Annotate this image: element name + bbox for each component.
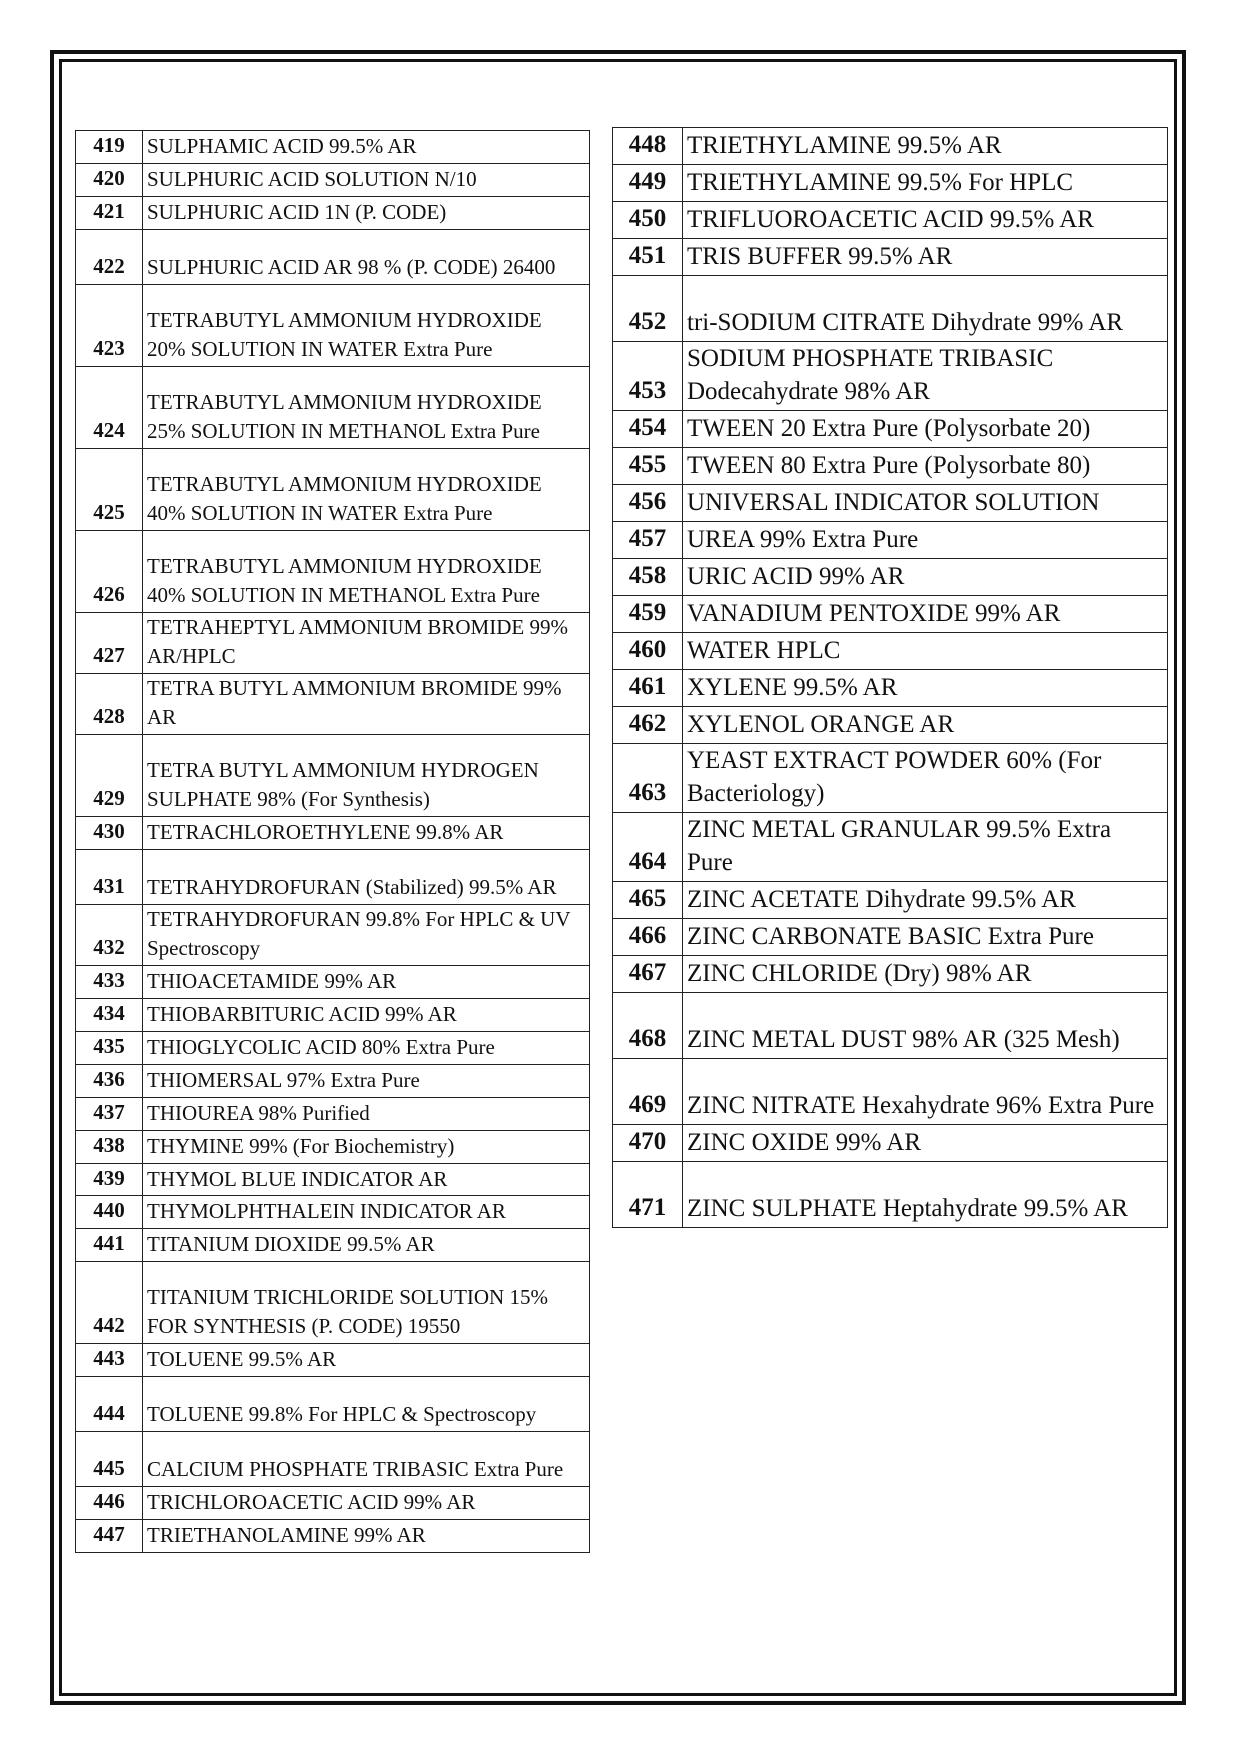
table-row [76, 1520, 590, 1553]
item-description: TRIFLUOROACETIC ACID 99.5% AR [683, 202, 1168, 239]
product-table-right-body [613, 128, 1168, 1228]
table-row [613, 1162, 1168, 1228]
table-row [613, 342, 1168, 411]
item-description: URIC ACID 99% AR [683, 559, 1168, 596]
item-description: ZINC METAL DUST 98% AR (325 Mesh) [683, 993, 1168, 1059]
item-number: 460 [613, 633, 683, 670]
table-row [76, 1097, 590, 1130]
item-number: 453 [613, 342, 683, 411]
item-number: 471 [613, 1162, 683, 1228]
table-row [76, 196, 590, 229]
item-number: 438 [76, 1130, 143, 1163]
table-row [613, 956, 1168, 993]
item-number: 430 [76, 816, 143, 849]
item-description: THYMINE 99% (For Biochemistry) [143, 1130, 590, 1163]
table-row [76, 284, 590, 366]
item-number: 447 [76, 1520, 143, 1553]
item-number: 452 [613, 276, 683, 342]
item-number: 448 [613, 128, 683, 165]
item-description: THIOACETAMIDE 99% AR [143, 965, 590, 998]
table-row [613, 596, 1168, 633]
item-description: VANADIUM PENTOXIDE 99% AR [683, 596, 1168, 633]
item-number: 443 [76, 1344, 143, 1377]
item-number: 441 [76, 1229, 143, 1262]
table-row [76, 904, 590, 965]
item-description: TETRABUTYL AMMONIUM HYDROXIDE 20% SOLUTION IN WATER Extra Pure [143, 284, 590, 366]
item-description: TITANIUM TRICHLORIDE SOLUTION 15% FOR SYNTHESIS (P. CODE) 19550 [143, 1262, 590, 1344]
item-description: UREA 99% Extra Pure [683, 522, 1168, 559]
item-description: TETRA BUTYL AMMONIUM BROMIDE 99% AR [143, 673, 590, 734]
item-description: ZINC SULPHATE Heptahydrate 99.5% AR [683, 1162, 1168, 1228]
item-number: 457 [613, 522, 683, 559]
item-description: TETRACHLOROETHYLENE 99.8% AR [143, 816, 590, 849]
product-table-left-body [76, 131, 590, 1553]
item-number: 455 [613, 448, 683, 485]
table-row [613, 239, 1168, 276]
item-description: SULPHURIC ACID 1N (P. CODE) [143, 196, 590, 229]
item-description: THYMOLPHTHALEIN INDICATOR AR [143, 1196, 590, 1229]
item-number: 462 [613, 707, 683, 744]
item-number: 429 [76, 734, 143, 816]
table-row [613, 485, 1168, 522]
item-number: 467 [613, 956, 683, 993]
table-row [613, 1125, 1168, 1162]
item-description: TETRAHEPTYL AMMONIUM BROMIDE 99% AR/HPLC [143, 612, 590, 673]
table-row [613, 670, 1168, 707]
item-description: THIOMERSAL 97% Extra Pure [143, 1064, 590, 1097]
item-number: 464 [613, 813, 683, 882]
item-description: TETRAHYDROFURAN 99.8% For HPLC & UV Spectroscopy [143, 904, 590, 965]
table-row [76, 530, 590, 612]
table-row [613, 202, 1168, 239]
item-number: 445 [76, 1432, 143, 1487]
item-description: SODIUM PHOSPHATE TRIBASIC Dodecahydrate 98% AR [683, 342, 1168, 411]
table-row [76, 612, 590, 673]
item-description: TWEEN 20 Extra Pure (Polysorbate 20) [683, 411, 1168, 448]
table-row [76, 1064, 590, 1097]
item-description: THIOBARBITURIC ACID 99% AR [143, 998, 590, 1031]
table-row [76, 965, 590, 998]
table-row [76, 1487, 590, 1520]
table-row [613, 276, 1168, 342]
table-row [76, 849, 590, 904]
product-table-right [612, 127, 1168, 1228]
item-description: ZINC METAL GRANULAR 99.5% Extra Pure [683, 813, 1168, 882]
table-row [613, 522, 1168, 559]
item-number: 419 [76, 131, 143, 164]
table-row [613, 128, 1168, 165]
item-description: TRIETHANOLAMINE 99% AR [143, 1520, 590, 1553]
table-row [613, 707, 1168, 744]
item-number: 424 [76, 366, 143, 448]
table-row [76, 1196, 590, 1229]
table-row [76, 1377, 590, 1432]
item-description: WATER HPLC [683, 633, 1168, 670]
item-number: 434 [76, 998, 143, 1031]
item-number: 469 [613, 1059, 683, 1125]
table-row [613, 1059, 1168, 1125]
item-description: TOLUENE 99.8% For HPLC & Spectroscopy [143, 1377, 590, 1432]
item-number: 420 [76, 163, 143, 196]
item-number: 423 [76, 284, 143, 366]
item-number: 458 [613, 559, 683, 596]
item-description: TRIETHYLAMINE 99.5% AR [683, 128, 1168, 165]
table-row [613, 559, 1168, 596]
item-description: SULPHURIC ACID AR 98 % (P. CODE) 26400 [143, 229, 590, 284]
table-row [76, 448, 590, 530]
item-description: TWEEN 80 Extra Pure (Polysorbate 80) [683, 448, 1168, 485]
item-description: ZINC CHLORIDE (Dry) 98% AR [683, 956, 1168, 993]
item-description: ZINC ACETATE Dihydrate 99.5% AR [683, 882, 1168, 919]
item-number: 439 [76, 1163, 143, 1196]
item-number: 465 [613, 882, 683, 919]
item-description: XYLENE 99.5% AR [683, 670, 1168, 707]
item-description: TOLUENE 99.5% AR [143, 1344, 590, 1377]
item-description: UNIVERSAL INDICATOR SOLUTION [683, 485, 1168, 522]
item-number: 463 [613, 744, 683, 813]
item-number: 459 [613, 596, 683, 633]
item-description: tri-SODIUM CITRATE Dihydrate 99% AR [683, 276, 1168, 342]
table-row [76, 1432, 590, 1487]
item-description: SULPHAMIC ACID 99.5% AR [143, 131, 590, 164]
item-number: 454 [613, 411, 683, 448]
item-description: YEAST EXTRACT POWDER 60% (For Bacteriology) [683, 744, 1168, 813]
item-number: 436 [76, 1064, 143, 1097]
item-description: TRIETHYLAMINE 99.5% For HPLC [683, 165, 1168, 202]
item-description: TETRABUTYL AMMONIUM HYDROXIDE 40% SOLUTION IN METHANOL Extra Pure [143, 530, 590, 612]
item-number: 433 [76, 965, 143, 998]
item-description: XYLENOL ORANGE AR [683, 707, 1168, 744]
item-description: SULPHURIC ACID SOLUTION N/10 [143, 163, 590, 196]
table-row [76, 163, 590, 196]
item-number: 437 [76, 1097, 143, 1130]
item-description: TETRA BUTYL AMMONIUM HYDROGEN SULPHATE 98% (For Synthesis) [143, 734, 590, 816]
item-number: 442 [76, 1262, 143, 1344]
item-number: 440 [76, 1196, 143, 1229]
table-row [613, 744, 1168, 813]
item-number: 444 [76, 1377, 143, 1432]
item-number: 432 [76, 904, 143, 965]
table-row [613, 919, 1168, 956]
item-description: THIOUREA 98% Purified [143, 1097, 590, 1130]
table-row [76, 998, 590, 1031]
item-number: 446 [76, 1487, 143, 1520]
item-number: 449 [613, 165, 683, 202]
item-number: 468 [613, 993, 683, 1059]
table-row [613, 633, 1168, 670]
table-row [76, 816, 590, 849]
item-description: ZINC NITRATE Hexahydrate 96% Extra Pure [683, 1059, 1168, 1125]
item-number: 466 [613, 919, 683, 956]
item-description: TRIS BUFFER 99.5% AR [683, 239, 1168, 276]
item-number: 421 [76, 196, 143, 229]
table-row [76, 366, 590, 448]
item-description: CALCIUM PHOSPHATE TRIBASIC Extra Pure [143, 1432, 590, 1487]
item-number: 427 [76, 612, 143, 673]
item-description: TRICHLOROACETIC ACID 99% AR [143, 1487, 590, 1520]
item-description: TETRABUTYL AMMONIUM HYDROXIDE 40% SOLUTION IN WATER Extra Pure [143, 448, 590, 530]
table-row [76, 229, 590, 284]
item-number: 431 [76, 849, 143, 904]
item-description: TITANIUM DIOXIDE 99.5% AR [143, 1229, 590, 1262]
table-row [76, 673, 590, 734]
item-number: 435 [76, 1031, 143, 1064]
table-row [76, 734, 590, 816]
table-row [76, 1031, 590, 1064]
table-row [613, 993, 1168, 1059]
item-number: 470 [613, 1125, 683, 1162]
table-row [76, 1229, 590, 1262]
item-number: 428 [76, 673, 143, 734]
table-row [613, 882, 1168, 919]
item-number: 461 [613, 670, 683, 707]
item-number: 426 [76, 530, 143, 612]
product-table-left [75, 130, 590, 1553]
table-row [613, 813, 1168, 882]
item-number: 422 [76, 229, 143, 284]
table-row [76, 1262, 590, 1344]
item-description: THYMOL BLUE INDICATOR AR [143, 1163, 590, 1196]
item-description: ZINC CARBONATE BASIC Extra Pure [683, 919, 1168, 956]
item-description: TETRAHYDROFURAN (Stabilized) 99.5% AR [143, 849, 590, 904]
item-number: 456 [613, 485, 683, 522]
item-description: ZINC OXIDE 99% AR [683, 1125, 1168, 1162]
item-number: 425 [76, 448, 143, 530]
table-row [76, 1130, 590, 1163]
item-number: 450 [613, 202, 683, 239]
item-number: 451 [613, 239, 683, 276]
table-row [76, 131, 590, 164]
table-row [613, 448, 1168, 485]
table-row [76, 1344, 590, 1377]
table-row [76, 1163, 590, 1196]
item-description: TETRABUTYL AMMONIUM HYDROXIDE 25% SOLUTION IN METHANOL Extra Pure [143, 366, 590, 448]
table-row [613, 411, 1168, 448]
table-row [613, 165, 1168, 202]
item-description: THIOGLYCOLIC ACID 80% Extra Pure [143, 1031, 590, 1064]
